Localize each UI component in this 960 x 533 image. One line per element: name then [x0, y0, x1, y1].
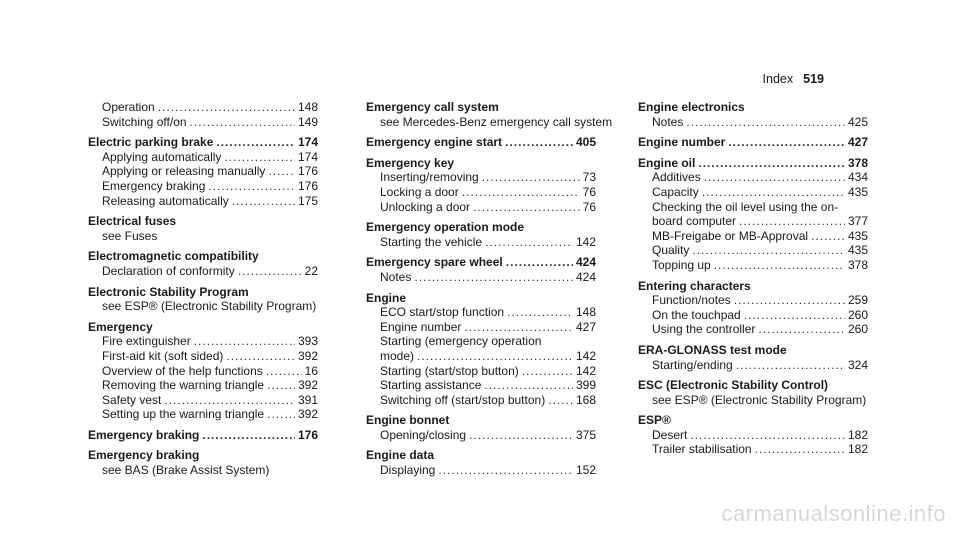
page-reference[interactable]: 73 — [582, 170, 596, 185]
entry-text: Emergency key — [366, 155, 455, 170]
index-entry — [638, 358, 868, 373]
index-heading — [638, 413, 868, 428]
entry-text: ERA-GLONASS test mode — [638, 342, 787, 357]
index-entry — [366, 270, 596, 285]
page-reference[interactable]: 149 — [297, 114, 318, 129]
index-heading — [88, 214, 318, 229]
entry-text: Checking the oil level using the on- — [652, 199, 839, 214]
page-reference[interactable]: 76 — [582, 199, 596, 214]
leader-dots — [266, 364, 302, 379]
entry-text: Displaying — [380, 463, 436, 478]
leader-dots — [473, 200, 580, 215]
leader-dots — [728, 135, 845, 150]
entry-text: Locking a door — [380, 184, 459, 199]
page-reference[interactable]: 22 — [304, 263, 318, 278]
index-entry — [366, 393, 596, 408]
index-heading — [366, 291, 596, 306]
index-entry — [366, 349, 596, 364]
leader-dots — [190, 115, 295, 130]
index-entry — [88, 463, 318, 478]
page-number: 519 — [803, 72, 824, 86]
leader-dots — [690, 428, 845, 443]
index-column-1 — [88, 100, 318, 478]
index-entry — [366, 114, 613, 130]
page-reference[interactable]: 378 — [847, 155, 868, 170]
entry-text: Engine oil — [638, 155, 696, 170]
index-heading — [366, 156, 596, 171]
page-reference[interactable]: 424 — [575, 255, 596, 270]
leader-dots — [714, 258, 845, 273]
entry-text: Starting/ending — [652, 357, 733, 372]
entry-text: see BAS (Brake Assist System) — [102, 463, 270, 478]
page-reference[interactable]: 377 — [847, 214, 868, 229]
leader-dots — [755, 442, 845, 457]
leader-dots — [208, 179, 295, 194]
entry-text: Engine number — [638, 135, 726, 150]
page-reference[interactable]: 260 — [847, 322, 868, 337]
leader-dots — [702, 185, 845, 200]
watermark: carmanualsonline.info — [721, 501, 946, 526]
leader-dots — [462, 185, 580, 200]
leader-dots — [226, 349, 295, 364]
leader-dots — [238, 264, 302, 279]
entry-text: Engine — [366, 290, 407, 305]
entry-text: Safety vest — [102, 392, 162, 407]
entry-text: Emergency operation mode — [366, 220, 525, 235]
entry-text: Topping up — [652, 257, 711, 272]
entry-text: Quality — [652, 243, 690, 258]
index-entry — [638, 322, 868, 337]
index-entry — [366, 364, 596, 379]
entry-text: see Fuses — [102, 228, 158, 243]
entry-text: see ESP® (Electronic Stability Program) — [102, 299, 317, 314]
index-entry — [88, 299, 318, 314]
entry-text: Applying automatically — [102, 149, 222, 164]
index-entry — [366, 185, 596, 200]
index-entry — [88, 115, 318, 130]
leader-dots — [464, 320, 573, 335]
entry-text: Starting (emergency operation — [380, 334, 542, 349]
entry-text: ESC (Electronic Stability Control) — [638, 378, 829, 393]
entry-text: Switching off (start/stop button) — [380, 392, 546, 407]
entry-text: Emergency — [88, 319, 153, 334]
index-heading — [366, 413, 596, 428]
index-heading — [638, 100, 868, 115]
index-entry — [88, 194, 318, 209]
leader-dots — [736, 358, 845, 373]
leader-dots — [158, 100, 295, 115]
index-heading — [88, 320, 318, 335]
page-reference[interactable]: 434 — [847, 170, 868, 185]
index-entry — [366, 170, 596, 185]
index-heading — [88, 428, 318, 443]
index-heading — [366, 255, 596, 270]
page-reference[interactable]: 259 — [847, 293, 868, 308]
index-entry — [638, 428, 868, 443]
index-entry — [638, 115, 868, 130]
entry-text: Electrical fuses — [88, 214, 177, 229]
entry-text: Starting (start/stop button) — [380, 363, 519, 378]
entry-text: Applying or releasing manually — [102, 164, 266, 179]
page-reference[interactable]: 174 — [297, 135, 318, 150]
entry-text: Additives — [652, 170, 701, 185]
index-heading — [366, 448, 596, 463]
index-entry — [366, 320, 596, 335]
page-reference[interactable]: 435 — [847, 228, 868, 243]
index-entry — [88, 150, 318, 165]
page-reference[interactable]: 392 — [297, 407, 318, 422]
leader-dots — [194, 334, 295, 349]
index-heading — [638, 378, 868, 393]
entry-text: Electronic Stability Program — [88, 284, 249, 299]
entry-text: Entering characters — [638, 278, 751, 293]
page-reference[interactable]: 392 — [297, 378, 318, 393]
index-entry — [366, 428, 596, 443]
index-entry — [88, 393, 318, 408]
page-reference[interactable]: 427 — [575, 319, 596, 334]
index-entry — [638, 185, 868, 200]
entry-text: ECO start/stop function — [380, 305, 505, 320]
index-entry — [88, 164, 318, 179]
leader-dots — [224, 150, 295, 165]
index-entry — [88, 334, 318, 349]
page-reference[interactable]: 375 — [575, 427, 596, 442]
leader-dots — [686, 115, 845, 130]
leader-dots — [507, 305, 573, 320]
leader-dots — [485, 235, 573, 250]
index-heading — [638, 279, 868, 294]
entry-text: Opening/closing — [380, 427, 467, 442]
leader-dots — [202, 428, 295, 443]
index-entry — [88, 378, 318, 393]
entry-text: Engine number — [380, 319, 462, 334]
leader-dots — [164, 393, 295, 408]
entry-text: Starting assistance — [380, 378, 482, 393]
index-entry — [638, 243, 868, 258]
entry-text: Overview of the help functions — [102, 363, 263, 378]
entry-text: Emergency engine start — [366, 135, 503, 150]
page-reference[interactable]: 76 — [582, 184, 596, 199]
page-reference[interactable]: 176 — [297, 427, 318, 442]
leader-dots — [548, 393, 573, 408]
leader-dots — [704, 170, 845, 185]
entry-text: Starting the vehicle — [380, 234, 483, 249]
index-entry — [88, 349, 318, 364]
entry-text: Declaration of conformity — [102, 263, 235, 278]
leader-dots — [811, 229, 845, 244]
entry-text: Fire extinguisher — [102, 334, 191, 349]
page-reference[interactable]: 435 — [847, 243, 868, 258]
index-entry — [366, 200, 596, 215]
page-reference[interactable]: 176 — [297, 164, 318, 179]
entry-text: Engine data — [366, 448, 435, 463]
entry-text: Trailer stabilisation — [652, 442, 752, 457]
entry-text: see ESP® (Electronic Stability Program) — [652, 392, 867, 407]
index-entry — [88, 364, 318, 379]
leader-dots — [216, 135, 295, 150]
leader-dots — [232, 194, 295, 209]
leader-dots — [438, 463, 573, 478]
entry-text: Emergency call system — [366, 100, 499, 114]
leader-dots — [484, 378, 573, 393]
entry-text: Capacity — [652, 184, 699, 199]
index-heading — [88, 448, 318, 463]
entry-text: Releasing automatically — [102, 193, 229, 208]
entry-text: Emergency spare wheel — [366, 255, 503, 270]
entry-text: Desert — [652, 427, 688, 442]
page-reference[interactable]: 148 — [575, 305, 596, 320]
entry-text: Electric parking brake — [88, 135, 214, 150]
index-entry — [638, 308, 868, 323]
leader-dots — [739, 214, 845, 229]
entry-text: Notes — [652, 114, 684, 129]
entry-text: Emergency braking — [88, 427, 200, 442]
leader-dots — [267, 407, 295, 422]
page-reference[interactable]: 174 — [297, 149, 318, 164]
index-heading — [88, 135, 318, 150]
leader-dots — [506, 255, 573, 270]
page-reference[interactable]: 148 — [297, 100, 318, 114]
index-entry — [638, 293, 868, 308]
leader-dots — [505, 135, 573, 150]
leader-dots — [268, 164, 295, 179]
index-entry — [638, 258, 868, 273]
page-reference[interactable]: 142 — [575, 363, 596, 378]
leader-dots — [522, 364, 573, 379]
entry-text: MB-Freigabe or MB-Approval — [652, 228, 809, 243]
index-column-2 — [366, 100, 613, 478]
page-reference[interactable]: 260 — [847, 307, 868, 322]
index-entry — [638, 170, 868, 185]
index-entry — [88, 229, 318, 244]
index-heading — [88, 285, 318, 300]
page-reference[interactable]: 405 — [575, 135, 596, 150]
entry-text: Notes — [380, 269, 412, 284]
entry-text: Operation — [102, 100, 155, 114]
page-reference[interactable]: 435 — [847, 184, 868, 199]
leader-dots — [414, 270, 573, 285]
page-reference[interactable]: 16 — [304, 363, 318, 378]
index-entry — [366, 334, 596, 349]
leader-dots — [744, 308, 845, 323]
index-entry — [366, 463, 596, 478]
entry-text: Inserting/removing — [380, 170, 479, 185]
index-heading — [638, 343, 868, 358]
page-header — [763, 72, 824, 86]
index-heading — [638, 156, 868, 171]
entry-text: Emergency braking — [88, 448, 200, 463]
leader-dots — [417, 349, 573, 364]
leader-dots — [267, 378, 295, 393]
header-label: Index — [762, 72, 794, 86]
index-entry — [638, 200, 868, 215]
index-entry — [366, 378, 596, 393]
index-entry — [88, 407, 318, 422]
leader-dots — [758, 322, 845, 337]
index-heading — [366, 135, 596, 150]
index-entry — [638, 393, 868, 408]
entry-text: board computer — [652, 214, 737, 229]
index-entry — [88, 179, 318, 194]
leader-dots — [692, 243, 845, 258]
page-reference[interactable]: 182 — [847, 442, 868, 457]
leader-dots — [482, 170, 580, 185]
page-reference[interactable]: 142 — [575, 234, 596, 249]
page-reference[interactable]: 427 — [847, 135, 868, 150]
index-heading — [366, 100, 596, 115]
entry-text: mode) — [380, 348, 415, 363]
index-entry — [366, 235, 596, 250]
page-reference[interactable]: 378 — [847, 257, 868, 272]
index-entry — [88, 100, 318, 115]
page-reference[interactable]: 392 — [297, 348, 318, 363]
entry-text: ESP® — [638, 413, 671, 428]
page-reference[interactable]: 391 — [297, 392, 318, 407]
entry-text: see Mercedes-Benz emergency call system — [380, 114, 613, 129]
index-entry — [638, 229, 868, 244]
leader-dots — [469, 428, 573, 443]
entry-text: First-aid kit (soft sided) — [102, 348, 224, 363]
entry-text: Engine bonnet — [366, 413, 450, 428]
entry-text: Switching off/on — [102, 114, 187, 129]
page-reference[interactable]: 168 — [575, 392, 596, 407]
index-entry — [638, 214, 868, 229]
leader-dots — [734, 293, 845, 308]
page-reference[interactable]: 399 — [575, 378, 596, 393]
index-heading — [88, 249, 318, 264]
page-reference[interactable]: 142 — [575, 348, 596, 363]
page-reference[interactable]: 152 — [575, 463, 596, 478]
page-reference[interactable]: 393 — [297, 334, 318, 349]
index-entry — [88, 264, 318, 279]
entry-text: Function/notes — [652, 293, 731, 308]
page-reference[interactable]: 175 — [297, 193, 318, 208]
index-heading — [366, 220, 596, 235]
index-entry — [366, 305, 596, 320]
entry-text: Emergency braking — [102, 178, 206, 193]
entry-text: On the touchpad — [652, 307, 741, 322]
page-reference[interactable]: 424 — [575, 269, 596, 284]
entry-text: Unlocking a door — [380, 199, 471, 214]
index-heading — [638, 135, 868, 150]
page-reference[interactable]: 425 — [847, 114, 868, 129]
leader-dots — [698, 156, 845, 171]
page-reference[interactable]: 324 — [847, 357, 868, 372]
page-reference[interactable]: 182 — [847, 427, 868, 442]
entry-text: Removing the warning triangle — [102, 378, 265, 393]
index-entry — [638, 442, 868, 457]
page-reference[interactable]: 176 — [297, 178, 318, 193]
entry-text: Using the controller — [652, 322, 756, 337]
index-column-3 — [638, 100, 868, 457]
entry-text: Electromagnetic compatibility — [88, 249, 259, 264]
entry-text: Engine electronics — [638, 100, 745, 114]
entry-text: Setting up the warning triangle — [102, 407, 265, 422]
